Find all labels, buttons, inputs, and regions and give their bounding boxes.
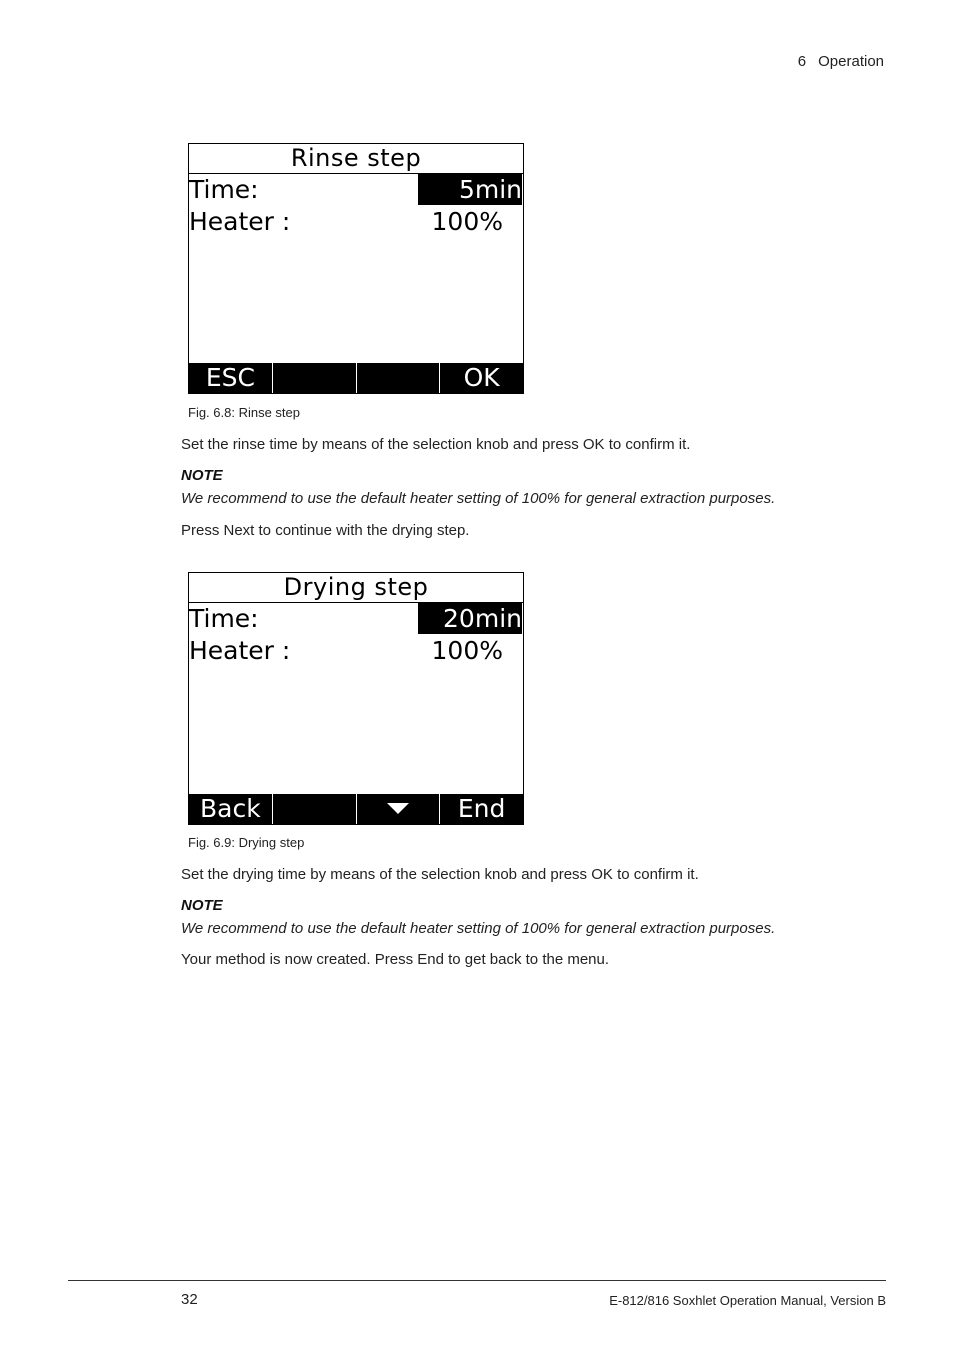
softkey-3[interactable] bbox=[357, 363, 441, 393]
continue-instruction: Press Next to continue with the drying step. bbox=[181, 522, 470, 539]
heater-value[interactable]: 100% bbox=[431, 207, 503, 236]
chapter-title: Operation bbox=[818, 53, 884, 70]
softkey-2[interactable] bbox=[273, 794, 357, 824]
softkey-2[interactable] bbox=[273, 363, 357, 393]
drying-instruction: Set the drying time by means of the selection knob and press OK to confirm it. bbox=[181, 866, 699, 883]
heater-row bbox=[189, 206, 523, 237]
rinse-instruction: Set the rinse time by means of the selection knob and press OK to confirm it. bbox=[181, 436, 691, 453]
heater-value[interactable]: 100% bbox=[431, 636, 503, 665]
note-text: We recommend to use the default heater setting of 100% for general extraction purposes. bbox=[181, 920, 776, 937]
softkey-bar bbox=[189, 794, 523, 824]
time-row bbox=[189, 174, 523, 205]
time-value-selected[interactable]: 5min bbox=[418, 174, 522, 205]
note-heading: NOTE bbox=[181, 467, 223, 484]
heater-row bbox=[189, 635, 523, 666]
figure-caption: Fig. 6.9: Drying step bbox=[188, 835, 305, 850]
esc-softkey[interactable]: ESC bbox=[189, 363, 273, 393]
note-text: We recommend to use the default heater setting of 100% for general extraction purposes. bbox=[181, 490, 776, 507]
time-value-selected[interactable]: 20min bbox=[418, 603, 522, 634]
heater-label: Heater : bbox=[189, 636, 291, 665]
triangle-down-icon bbox=[387, 803, 409, 814]
ok-softkey[interactable]: OK bbox=[463, 363, 500, 392]
softkey-bar bbox=[189, 363, 523, 393]
chapter-number: 6 bbox=[797, 53, 807, 70]
heater-label: Heater : bbox=[189, 207, 291, 236]
time-label: Time: bbox=[189, 175, 259, 204]
page-number: 32 bbox=[181, 1291, 198, 1308]
display-title: Rinse step bbox=[189, 144, 523, 174]
drying-step-display bbox=[188, 572, 524, 825]
back-softkey[interactable]: Back bbox=[189, 794, 273, 824]
note-heading: NOTE bbox=[181, 897, 223, 914]
time-row bbox=[189, 603, 523, 634]
figure-caption: Fig. 6.8: Rinse step bbox=[188, 405, 300, 420]
time-label: Time: bbox=[189, 604, 259, 633]
document-title: E-812/816 Soxhlet Operation Manual, Version B bbox=[609, 1293, 886, 1308]
final-instruction: Your method is now created. Press End to get back to the menu. bbox=[181, 951, 610, 968]
end-softkey[interactable]: End bbox=[457, 794, 506, 823]
down-softkey[interactable] bbox=[357, 794, 441, 824]
rinse-step-display bbox=[188, 143, 524, 394]
display-title: Drying step bbox=[189, 573, 523, 603]
footer-divider bbox=[68, 1280, 886, 1281]
page-header bbox=[798, 53, 884, 70]
